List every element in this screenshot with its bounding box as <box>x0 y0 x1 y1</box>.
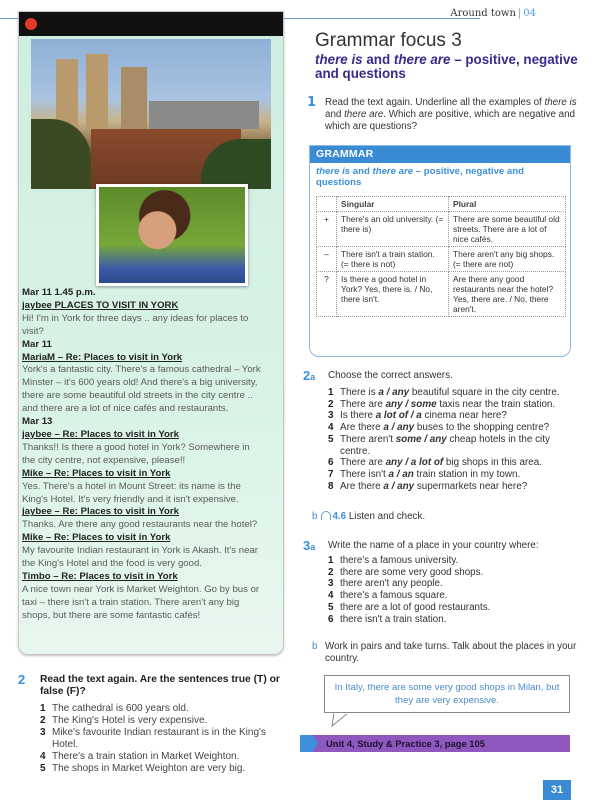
audio-track-number[interactable]: 4.6 <box>332 511 347 522</box>
post-body: Yes. There's a hotel in Mount Street: its name is the King's Hotel. It's very friendly and it isn't expensive. <box>22 480 241 505</box>
answer-choice[interactable]: a / an <box>388 468 414 480</box>
exercise-number: 2a <box>303 368 316 383</box>
exercise-instruction: Listen and check. <box>348 511 426 522</box>
headphones-icon[interactable] <box>321 511 331 520</box>
list-item: 4 There's a train station in Market Weighton. <box>40 750 240 762</box>
list-item: 5 The shops in Market Weighton are very big. <box>40 762 246 774</box>
forum-post <box>22 532 262 571</box>
forum-post <box>22 287 262 339</box>
list-item: 2 The King's Hotel is very expensive. <box>40 714 208 726</box>
singular-cell: Is there a good hotel in York? Yes, there is. / No, there isn't. <box>337 272 449 317</box>
speech-bubble: In Italy, there are some very good shops in Milan, but they are very expensive. <box>324 675 570 713</box>
grammar-table <box>316 196 566 317</box>
post-subject: jaybee PLACES TO VISIT IN YORK <box>22 299 179 311</box>
list-item: 4 there's a famous square. <box>328 590 448 602</box>
exercise-number: 2 <box>18 672 26 687</box>
man-portrait-photo <box>96 184 248 286</box>
answer-choice[interactable]: any / some <box>385 398 437 410</box>
page-subtitle: there is and there are – positive, negative and questions <box>315 52 578 81</box>
post-subject: Mike – Re: Places to visit in York <box>22 467 171 479</box>
list-item: 5 There aren't some / any cheap hotels in the city centre. <box>328 433 550 457</box>
singular-cell: There isn't a train station. (= there is not) <box>337 247 449 272</box>
forum-post <box>22 339 262 416</box>
photo-trees <box>31 119 91 189</box>
list-item: 4 Are there a / any buses to the shopping centre? <box>328 422 550 434</box>
singular-cell: There's an old university. (= there is) <box>337 212 449 247</box>
exercise-items <box>328 555 568 625</box>
plural-cell: There aren't any big shops. (= there are not) <box>449 247 566 272</box>
york-minster-photo <box>31 39 271 189</box>
answer-choice[interactable]: a / any <box>383 480 415 492</box>
list-item: 1 The cathedral is 600 years old. <box>40 703 189 714</box>
grammar-box <box>309 145 571 357</box>
table-row <box>317 272 566 317</box>
forum-title-bar <box>19 12 283 36</box>
photo-tower <box>86 54 108 129</box>
post-body: My favourite Indian restaurant in York is Akash. It's near the King's Hotel and the food is very good. <box>22 545 258 570</box>
grammar-heading: GRAMMAR <box>310 146 570 163</box>
list-item: 3 there aren't any people. <box>328 578 443 590</box>
answer-choice[interactable]: a / any <box>378 387 410 398</box>
exercise-instruction: Write the name of a place in your country where: <box>328 540 539 551</box>
list-item: 2 there are some very good shops. <box>328 566 484 578</box>
separator: | <box>517 8 522 19</box>
photo-tower <box>121 67 147 129</box>
page-title: Grammar focus 3 <box>315 30 462 51</box>
list-item: 6 There are any / a lot of big shops in this area. <box>328 457 542 469</box>
list-item: 5 there are a lot of good restaurants. <box>328 601 491 613</box>
forum-post <box>22 506 262 532</box>
plural-cell: There are some beautiful old streets. There are a lot of nice cafés. <box>449 212 566 247</box>
exercise-letter: b <box>312 511 318 522</box>
exercise-items <box>328 387 568 492</box>
column-header: Singular <box>337 197 449 212</box>
exercise-2b <box>312 511 425 522</box>
list-item: 3 Mike's favourite Indian restaurant is in the King's Hotel. <box>40 726 266 750</box>
column-header: Plural <box>449 197 566 212</box>
exercise-instruction: Choose the correct answers. <box>328 370 453 381</box>
post-subject: MariaM – Re: Places to visit in York <box>22 351 183 363</box>
row-symbol: + <box>317 212 337 247</box>
unit-number: 04 <box>523 8 536 19</box>
list-item: 8 Are there a / any supermarkets near here? <box>328 480 528 492</box>
post-date: Mar 11 <box>22 338 52 350</box>
post-date: Mar 11 1.45 p.m. <box>22 287 96 298</box>
exercise-instruction: Read the text again. Underline all the examples of there is and there are. Which are positive, which are negative and which are questions? <box>325 97 577 132</box>
answer-choice[interactable]: any / a lot of <box>385 457 444 469</box>
photo-roof <box>149 101 259 129</box>
exercise-instruction: Read the text again. Are the sentences true (T) or false (F)? <box>40 674 280 697</box>
list-item: 3 Is there a lot of / a cinema near here? <box>328 410 507 422</box>
post-body: Thanks!! Is there a good hotel in York? Somewhere in the city centre, not expensive, please!! <box>22 441 250 466</box>
exercise-number: 3a <box>303 538 316 553</box>
answer-choice[interactable]: a lot of / a <box>375 410 422 422</box>
post-subject: jaybee – Re: Places to visit in York <box>22 506 179 518</box>
answer-choice[interactable]: some / any <box>395 433 447 445</box>
page-number: 31 <box>543 780 571 800</box>
list-item: 2 There are any / some taxis near the train station. <box>328 398 556 410</box>
exercise-items <box>40 703 290 774</box>
running-head <box>450 8 536 19</box>
forum-post <box>22 571 262 623</box>
list-item: 6 there isn't a train station. <box>328 613 447 625</box>
exercise-instruction: Work in pairs and take turns. Talk about the places in your country. <box>325 641 577 664</box>
column-header <box>317 197 337 212</box>
portrait-image <box>99 187 245 283</box>
forum-thread <box>22 287 262 623</box>
list-item: 1 there's a famous university. <box>328 555 459 566</box>
study-practice-reference[interactable]: Unit 4, Study & Practice 3, page 105 <box>300 735 570 752</box>
exercise-letter: b <box>312 641 318 652</box>
photo-tower <box>56 59 78 129</box>
post-date: Mar 13 <box>22 416 53 428</box>
row-symbol: – <box>317 247 337 272</box>
answer-choice[interactable]: a / any <box>383 422 415 434</box>
forum-post <box>22 416 262 468</box>
row-symbol: ? <box>317 272 337 317</box>
speech-bubble-tail <box>330 713 352 727</box>
plural-cell: Are there any good restaurants near the hotel? Yes, there are. / No, there aren't. <box>449 272 566 317</box>
post-body: A nice town near York is Market Weighton. Go by bus or taxi – there isn't a train station. There aren't any big shops, but there are some fantastic cafés! <box>22 583 260 621</box>
post-body: York's a fantastic city. There's a famous cathedral – York Minster – it's 600 years old! And there's a big university, there are some beautiful old streets in the city centre .. and there are a lot of nice cafés and restaurants. <box>22 364 261 415</box>
post-subject: Mike – Re: Places to visit in York <box>22 532 171 544</box>
list-item: 7 There isn't a / an train station in my town. <box>328 468 521 480</box>
post-body: Thanks. Are there any good restaurants near the hotel? <box>22 519 258 531</box>
list-item: 1 There is a / any beautiful square in the city centre. <box>328 387 560 398</box>
forum-post <box>22 468 262 507</box>
table-header-row <box>317 197 566 212</box>
post-body: Hi! I'm in York for three days .. any ideas for places to visit? <box>22 312 249 337</box>
table-row <box>317 212 566 247</box>
grammar-subheading: there is and there are – positive, negative and questions <box>316 166 524 188</box>
exercise-number: 1 <box>307 95 317 110</box>
red-dot-icon <box>25 18 37 30</box>
post-subject: jaybee – Re: Places to visit in York <box>22 428 179 440</box>
table-row <box>317 247 566 272</box>
running-title: Around town <box>450 8 516 19</box>
post-subject: Timbo – Re: Places to visit in York <box>22 570 178 582</box>
